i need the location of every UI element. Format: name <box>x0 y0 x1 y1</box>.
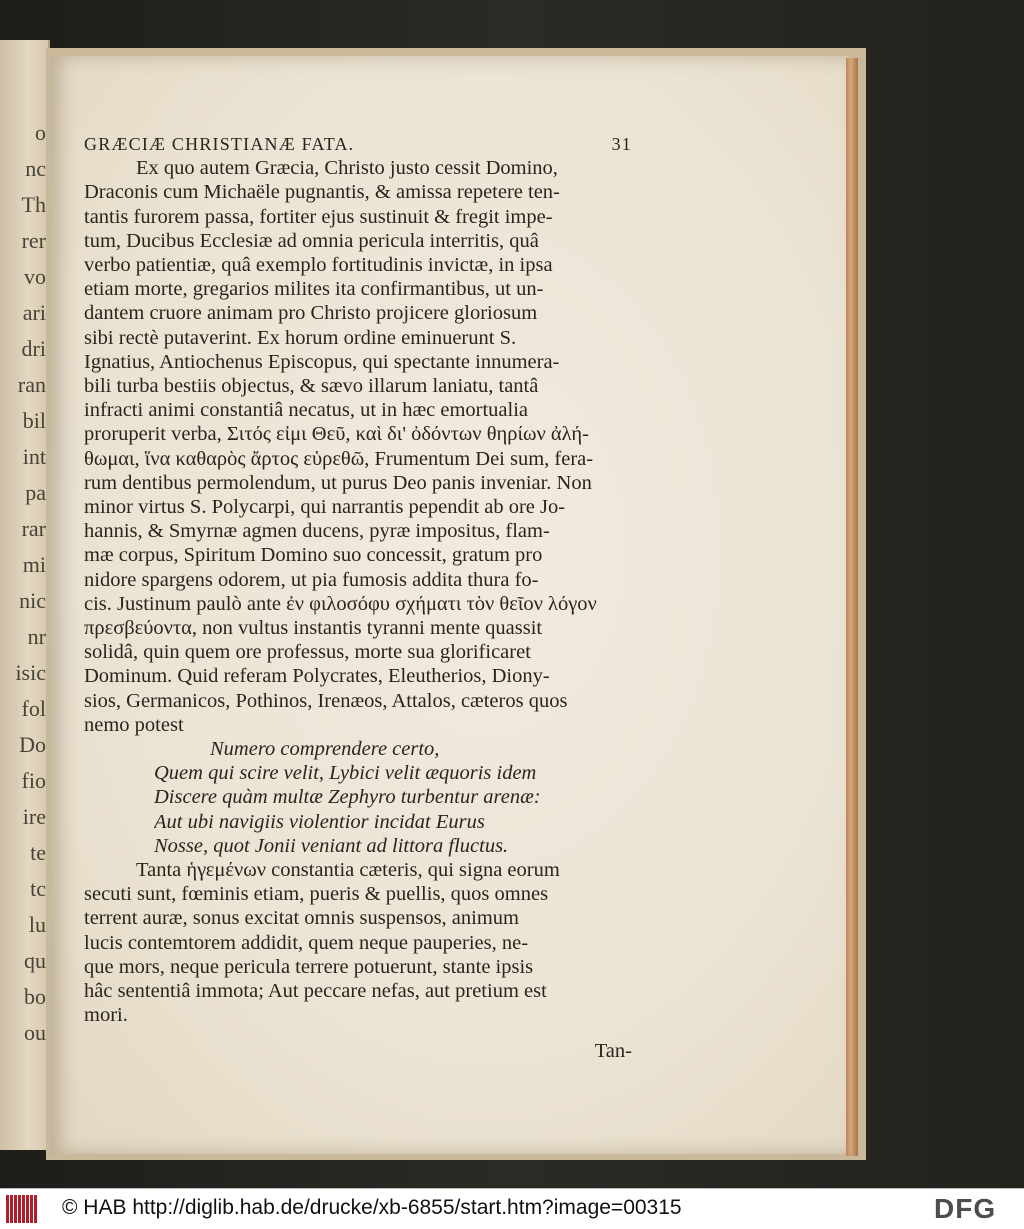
body-line: sibi rectè putaverint. Ex horum ordine eminuerunt S. <box>84 326 517 349</box>
prev-page-fragment: nr <box>27 624 46 649</box>
prev-page-fragment: mi <box>22 552 46 577</box>
prev-page-fragment: nic <box>19 588 46 613</box>
verse-line: Nosse, quot Jonii veniant ad littora fluctus. <box>154 834 509 857</box>
prev-page-fragment: ire <box>22 804 46 829</box>
prev-page-fragment: bo <box>24 984 46 1009</box>
body-line: rum dentibus permolendum, ut purus Deo panis inveniar. Non <box>84 471 592 494</box>
body-line: bili turba bestiis objectus, & sævo illarum laniatu, tantâ <box>84 375 539 397</box>
prev-page-fragment: nc <box>25 156 46 181</box>
body-line: minor virtus S. Polycarpi, qui narrantis pependit ab ore Jo- <box>84 496 566 518</box>
body-line: infracti animi constantiâ necatus, ut in hæc emortualia <box>84 399 529 422</box>
prev-page-fragment: pa <box>25 480 46 505</box>
prev-page-fragment: te <box>30 840 46 865</box>
body-line: Ex quo autem Græcia, Christo justo cessit Domino, <box>136 157 558 180</box>
prev-page-fragment: qu <box>24 948 46 973</box>
prev-page-fragment: Th <box>21 192 46 217</box>
body-line: verbo patientiæ, quâ exemplo fortitudinis invictæ, in ipsa <box>84 254 553 276</box>
prev-page-fragment: lu <box>28 912 46 937</box>
prev-page-fragment: ran <box>17 372 46 397</box>
verse-line: Discere quàm multæ Zephyro turbentur arenæ: <box>154 786 541 809</box>
prev-page-fragment: tc <box>30 876 46 901</box>
body-line: Tanta ἡγεμένων constantia cæteris, qui signa eorum <box>136 859 560 881</box>
verse-line: Numero comprendere certo, <box>210 738 440 760</box>
body-line: lucis contemtorem addidit, quem neque pauperies, ne- <box>84 931 529 954</box>
prev-page-fragment: fol <box>21 696 46 721</box>
prev-page-fragment: int <box>22 444 46 469</box>
prev-page-fragment: bil <box>22 408 46 433</box>
prev-page-fragment: ou <box>24 1020 46 1045</box>
dfg-logo: DFG <box>934 1193 997 1224</box>
body-line: Ignatius, Antiochenus Episcopus, qui spectante innumera- <box>84 350 560 373</box>
prev-page-fragment: isic <box>15 660 46 685</box>
body-line: dantem cruore animam pro Christo projicere gloriosum <box>84 302 538 325</box>
copyright-url[interactable]: © HAB http://diglib.hab.de/drucke/xb-6855/start.htm?image=00315 <box>62 1196 682 1219</box>
body-line: sios, Germanicos, Pothinos, Irenæos, Attalos, cæteros quos <box>84 689 568 712</box>
body-line: tantis furorem passa, fortiter ejus sustinuit & fregit impe- <box>84 205 553 228</box>
prev-page-fragment: fio <box>21 768 46 793</box>
body-line: πρεσβεύοντα, non vultus instantis tyranni mente quassit <box>84 617 543 639</box>
prev-page-fragment: rar <box>21 516 46 541</box>
body-line: hannis, & Smyrnæ agmen ducens, pyræ impositus, flam- <box>84 520 550 543</box>
hab-logo-icon <box>6 1195 46 1223</box>
prev-page-fragment: dri <box>21 336 46 361</box>
body-line: terrent auræ, sonus excitat omnis suspensos, animum <box>84 907 519 930</box>
footer-bar <box>0 1188 1024 1229</box>
body-line: θωμαι, ἵνα καθαρὸς ἄρτος εὑρεθῶ, Frumentum Dei sum, fera- <box>84 447 594 470</box>
running-head <box>84 132 632 156</box>
body-line: Dominum. Quid referam Polycrates, Eleutherios, Diony- <box>84 665 550 688</box>
body-line: nidore spargens odorem, ut pia fumosis addita thura fo- <box>84 568 539 591</box>
body-line: nemo potest <box>84 713 184 736</box>
body-line: tum, Ducibus Ecclesiæ ad omnia pericula interritis, quâ <box>84 229 539 252</box>
body-line: cis. Justinum paulò ante ἐν φιλοσόφυ σχήματι τὸν θεῖον λόγον <box>84 592 597 615</box>
catchword: Tan- <box>594 1040 632 1063</box>
page-gilt-edge <box>846 58 858 1156</box>
body-line: etiam morte, gregarios milites ita confirmantibus, ut un- <box>84 278 544 301</box>
previous-page-edge <box>0 40 50 1150</box>
prev-page-fragment: rer <box>21 228 46 253</box>
body-line: proruperit verba, Σιτός εἰμι Θεῦ, καὶ δι' ὀδόντων θηρίων ἀλή- <box>84 423 589 446</box>
prev-page-fragment: o <box>35 120 46 145</box>
prev-page-fragment: ari <box>22 300 46 325</box>
body-line: solidâ, quin quem ore professus, morte sua glorificaret <box>84 641 531 664</box>
body-line: secuti sunt, fœminis etiam, pueris & puellis, quos omnes <box>84 883 549 906</box>
body-line: Draconis cum Michaële pugnantis, & amissa repetere ten- <box>84 181 560 204</box>
body-line: que mors, neque pericula terrere potuerunt, stante ipsis <box>84 955 534 978</box>
body-line: mori. <box>84 1004 128 1027</box>
running-title: GRÆCIÆ CHRISTIANÆ FATA. <box>84 134 355 154</box>
page-number: 31 <box>611 134 632 154</box>
verse-line: Quem qui scire velit, Lybici velit æquoris idem <box>154 762 537 785</box>
body-line: hâc sententiâ immota; Aut peccare nefas, aut pretium est <box>84 980 547 1002</box>
prev-page-fragment: vo <box>24 264 46 289</box>
verse-line: Aut ubi navigiis violentior incidat Eurus <box>154 810 485 833</box>
prev-page-fragment: Do <box>19 732 46 757</box>
body-line: mæ corpus, Spiritum Domino suo concessit, gratum pro <box>84 544 543 567</box>
